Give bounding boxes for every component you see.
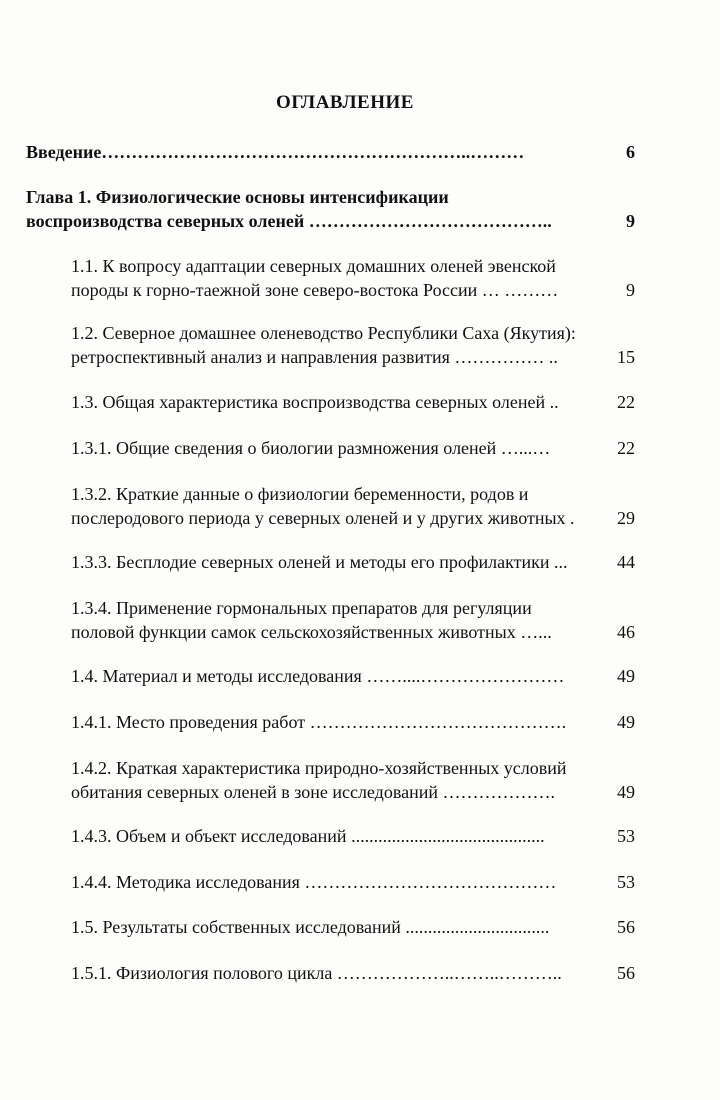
toc-entry-text: воспроизводства северных оленей ………………………………….. [26,211,552,231]
toc-page-number: 9 [626,280,635,300]
toc-entry-text: 1.3.2. Краткие данные о физиологии беременности, родов и [71,484,529,504]
toc-page-number: 49 [617,782,635,802]
toc-entry-text: 1.3. Общая характеристика воспроизводства северных оленей .. [71,392,559,412]
toc-page-number: 29 [617,508,635,528]
toc-entry-text: 1.1. К вопросу адаптации северных домашних оленей эвенской [71,256,556,276]
toc-entry-text: 1.2. Северное домашнее оленеводство Республики Саха (Якутия): [71,323,576,343]
toc-page-number: 53 [617,826,635,846]
toc-page-number: 15 [617,347,635,367]
toc-page-number: 44 [617,552,635,572]
toc-page-number: 49 [617,666,635,686]
toc-entry-text: 1.4.4. Методика исследования …………………………………… [71,872,557,892]
toc-entry-text: 1.5.1. Физиология полового цикла ………………..……..……….. [71,963,562,983]
toc-entry-text: ретроспективный анализ и направления развития …………… .. [71,347,558,367]
toc-entry-text: 1.5. Результаты собственных исследований ................................ [71,917,550,937]
toc-entry-text: породы к горно-таежной зоне северо-востока России … ……… [71,280,559,300]
toc-page-number: 49 [617,712,635,732]
toc-title: ОГЛАВЛЕНИЕ [276,92,414,113]
toc-page-number: 56 [617,963,635,983]
toc-page-number: 46 [617,622,635,642]
toc-entry-text: 1.4.1. Место проведения работ ……………………………………. [71,712,567,732]
toc-entry-text: Введение……………………………………………………..……… [26,142,525,162]
toc-entry-text: 1.3.4. Применение гормональных препаратов для регуляции [71,598,532,618]
toc-entry-text: 1.4. Материал и методы исследования ……....…………………… [71,666,565,686]
toc-page-number: 6 [626,142,635,162]
toc-entry-text: послеродового периода у северных оленей и у других животных . [71,508,575,528]
toc-entry-text: половой функции самок сельскохозяйственных животных …... [71,622,552,642]
toc-page-number: 22 [617,392,635,412]
toc-entry-text: Глава 1. Физиологические основы интенсификации [26,187,449,207]
toc-page-number: 56 [617,917,635,937]
toc-page-number: 53 [617,872,635,892]
toc-entry-text: 1.4.3. Объем и объект исследований ........................................... [71,826,545,846]
toc-page-number: 22 [617,438,635,458]
toc-entry-text: 1.4.2. Краткая характеристика природно-хозяйственных условий [71,758,567,778]
toc-entry-text: обитания северных оленей в зоне исследований ………………. [71,782,555,802]
toc-page-number: 9 [626,211,635,231]
toc-entry-text: 1.3.3. Бесплодие северных оленей и методы его профилактики ... [71,552,568,572]
toc-entry-text: 1.3.1. Общие сведения о биологии размножения оленей …...… [71,438,551,458]
